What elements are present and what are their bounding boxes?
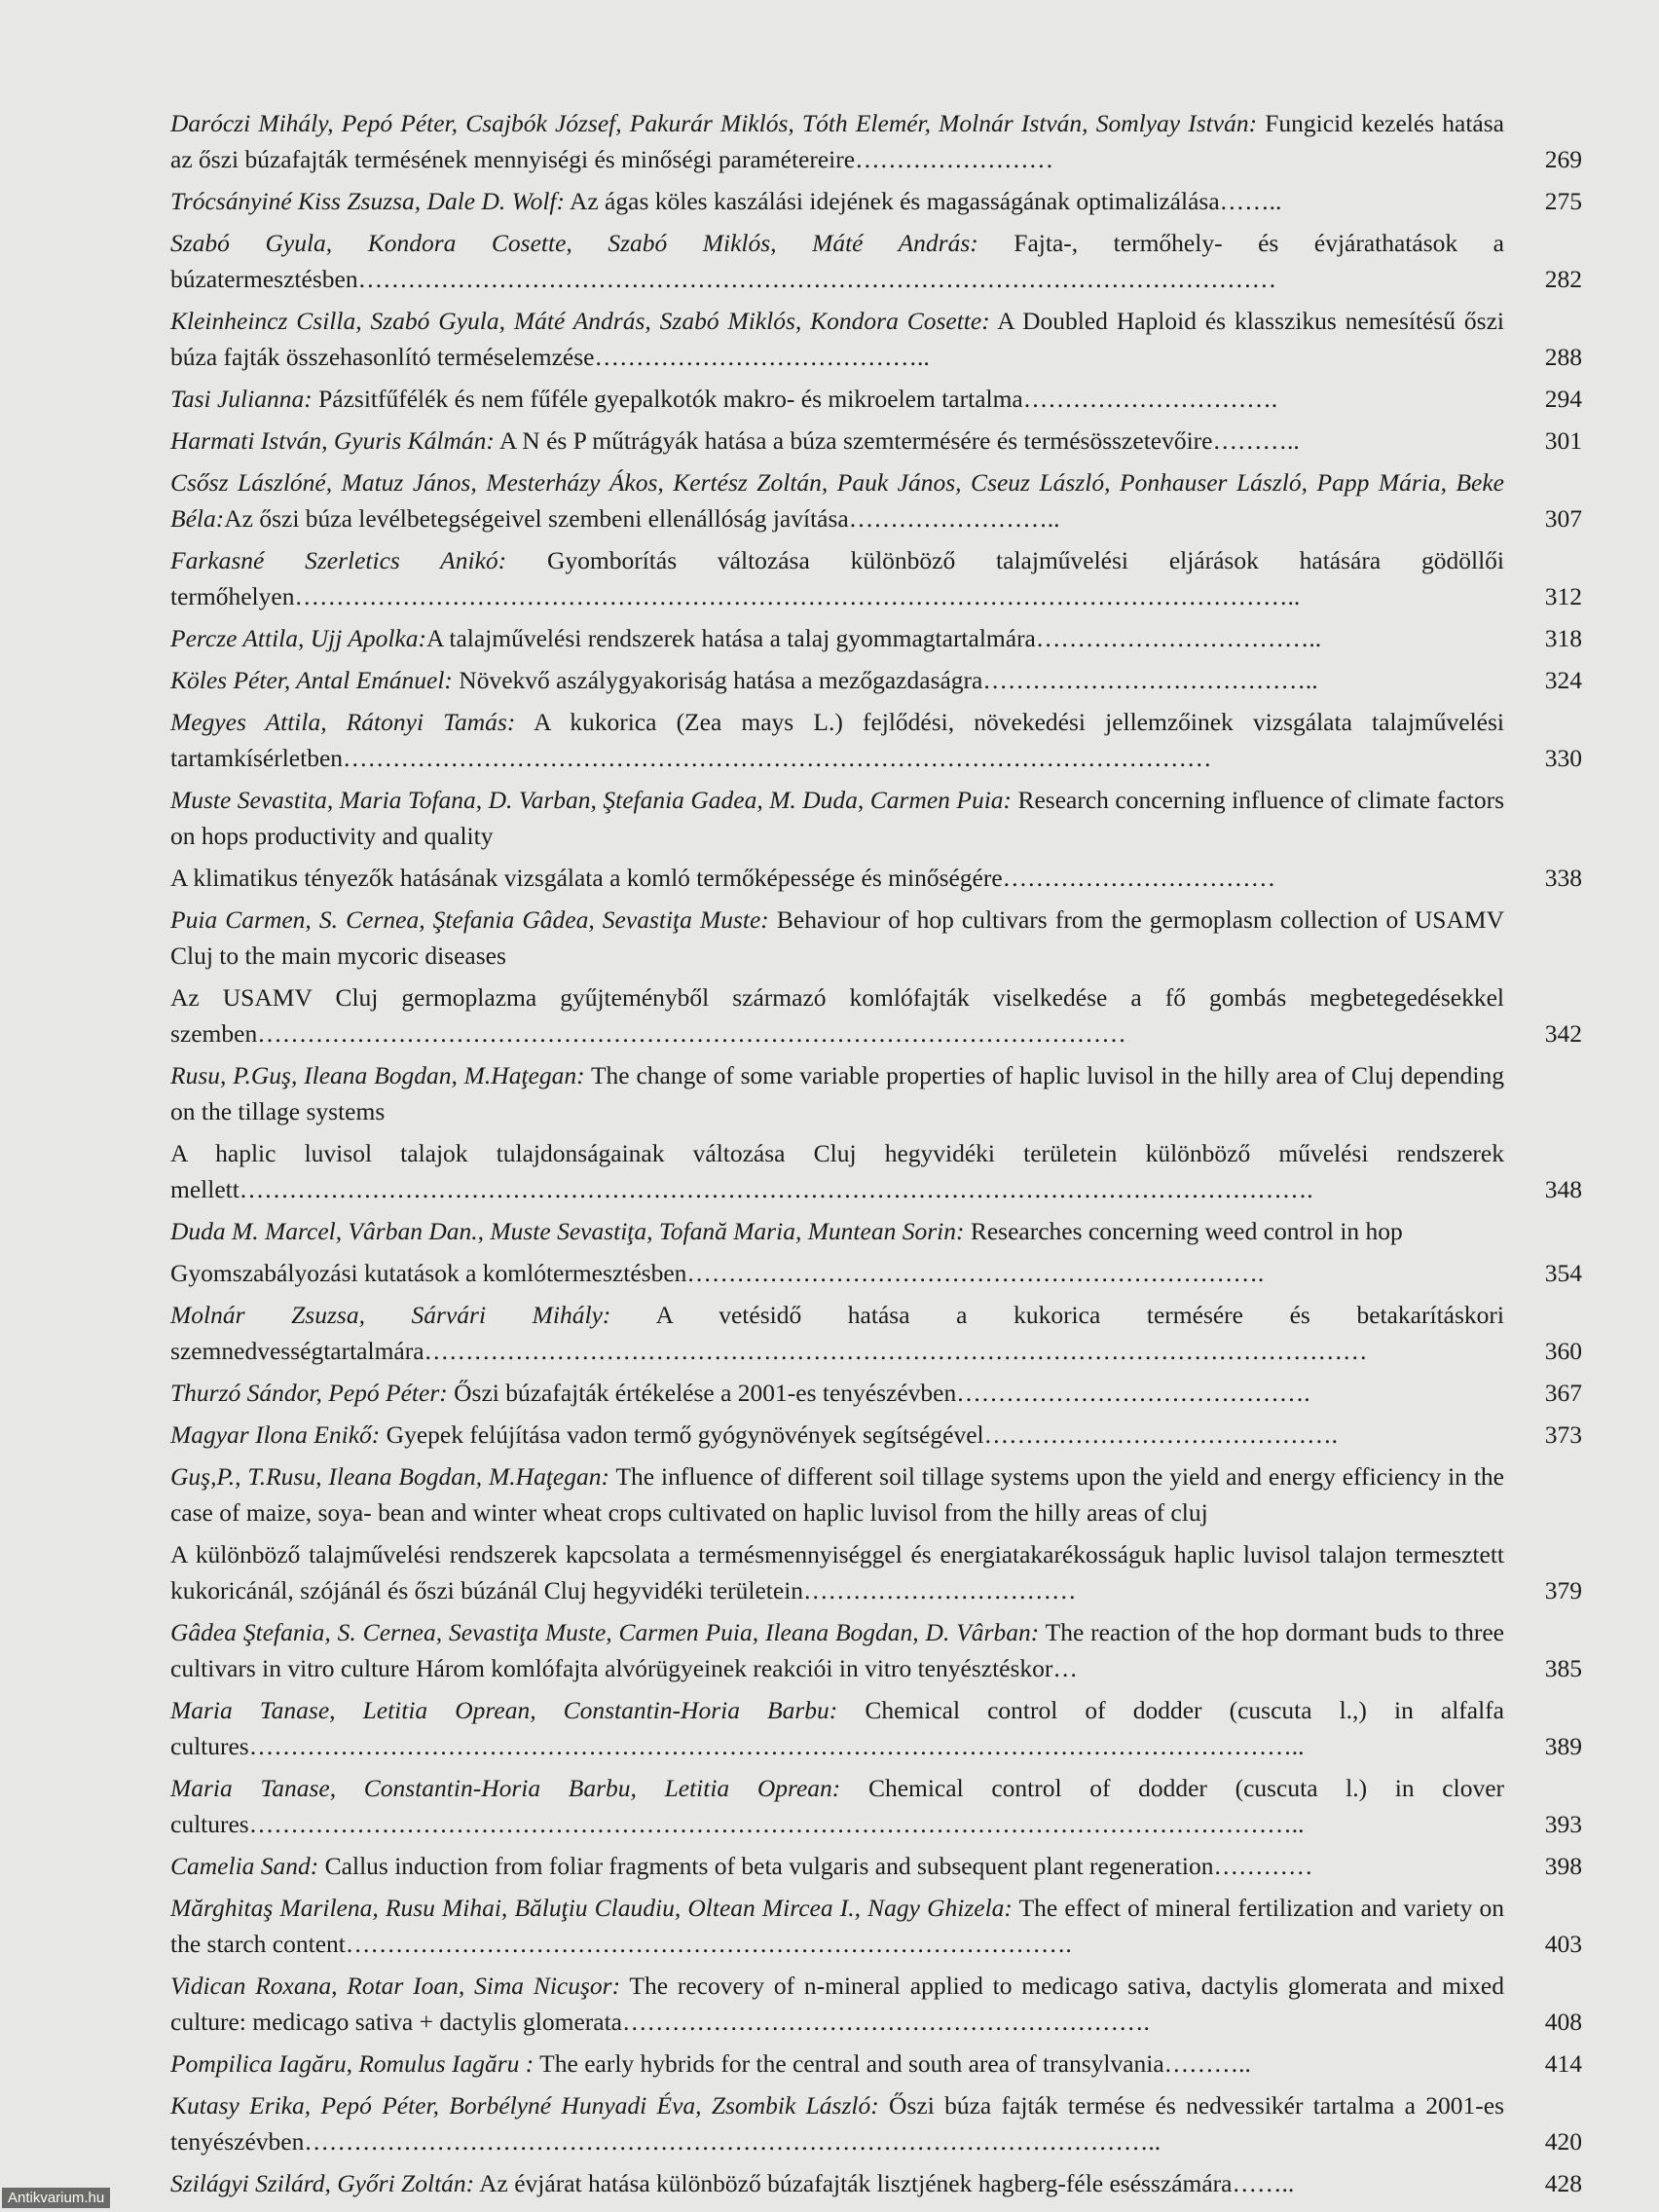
page-number: 324 bbox=[1544, 666, 1582, 694]
entry-title: A Doubled Haploid és klasszikus nemesítésű őszi búza fajták összehasonlító terméselemzése………………………………….. bbox=[170, 307, 1504, 371]
entry-authors: Gâdea Ştefania, S. Cernea, Sevastiţa Muste, Carmen Puia, Ileana Bogdan, D. Vârban: bbox=[170, 1618, 1040, 1646]
entry-text bbox=[170, 1417, 1504, 1453]
toc-entry bbox=[170, 1297, 1582, 1369]
entry-text bbox=[170, 1255, 1504, 1291]
entry-title: The effect of mineral fertilization and variety on the starch content……………………………………………………………………………. bbox=[170, 1894, 1504, 1958]
watermark-logo: Antikvarium.hu bbox=[2, 2188, 110, 2208]
entry-authors: Duda M. Marcel, Vârban Dan., Muste Sevastiţa, Tofană Maria, Muntean Sorin: bbox=[170, 1217, 965, 1245]
entry-title: Fajta-, termőhely- és évjárathatások a búzatermesztésben………………………………………………………………………………………………… bbox=[170, 229, 1504, 293]
page-number: 301 bbox=[1544, 426, 1582, 455]
entry-authors: Szilágyi Szilárd, Győri Zoltán: bbox=[170, 2169, 475, 2197]
toc-entry bbox=[170, 303, 1582, 375]
entry-text bbox=[170, 1848, 1504, 1884]
entry-authors: Thurzó Sándor, Pepó Péter: bbox=[170, 1379, 448, 1407]
entry-authors: Vidican Roxana, Rotar Ioan, Sima Nicuşor: bbox=[170, 1972, 621, 2000]
entry-authors: Guş,P., T.Rusu, Ileana Bogdan, M.Haţegan: bbox=[170, 1462, 609, 1491]
entry-title: A különböző talajművelési rendszerek kapcsolata a termésmennyiséggel és energiatakarékosságuk haplic luvisol talajon termesztett kukoricánál, szójánál és őszi búzánál Cluj hegyvidéki területein…………………………… bbox=[170, 1540, 1504, 1604]
page-number: 269 bbox=[1544, 145, 1582, 173]
toc-entry bbox=[170, 2165, 1582, 2201]
page-number: 330 bbox=[1544, 744, 1582, 772]
toc-entry bbox=[170, 620, 1582, 656]
toc-entry bbox=[170, 860, 1582, 896]
toc-entry bbox=[170, 1536, 1582, 1608]
entry-authors: Tasi Julianna: bbox=[170, 385, 313, 413]
table-of-contents bbox=[170, 105, 1582, 2207]
entry-authors: Maria Tanase, Constantin-Horia Barbu, Letitia Oprean: bbox=[170, 1774, 841, 1802]
page-number: 342 bbox=[1544, 1019, 1582, 1048]
page-number: 428 bbox=[1544, 2169, 1582, 2197]
toc-entry bbox=[170, 1890, 1582, 1962]
entry-text bbox=[170, 1213, 1504, 1249]
page-number: 307 bbox=[1544, 504, 1582, 533]
entry-text bbox=[170, 782, 1504, 854]
page-number: 288 bbox=[1544, 343, 1582, 371]
entry-text bbox=[170, 1375, 1504, 1411]
entry-title: The change of some variable properties of haplic luvisol in the hilly area of Cluj depending on the tillage systems bbox=[170, 1061, 1504, 1125]
page-number: 367 bbox=[1544, 1379, 1582, 1407]
entry-title: Növekvő aszálygyakoriság hatása a mezőgazdaságra………………………………….. bbox=[452, 666, 1318, 694]
toc-entry bbox=[170, 381, 1582, 417]
entry-title: Chemical control of dodder (cuscuta l.,) in alfalfa cultures……………………………………………………………………………………………………………….. bbox=[170, 1696, 1504, 1760]
entry-title: Researches concerning weed control in hop bbox=[964, 1217, 1403, 1245]
toc-entry bbox=[170, 423, 1582, 459]
entry-text bbox=[170, 662, 1504, 698]
entry-authors: Mărghitaş Marilena, Rusu Mihai, Băluţiu Claudiu, Oltean Mircea I., Nagy Ghizela: bbox=[170, 1894, 1013, 1922]
entry-title: The reaction of the hop dormant buds to three cultivars in vitro culture Három komlófajta alvórügyeinek reakciói in vitro tenyésztéskor… bbox=[170, 1618, 1504, 1682]
entry-authors: Farkasné Szerletics Anikó: bbox=[170, 546, 507, 574]
entry-title: Őszi búzafajták értékelése a 2001-es tenyészévben……………………………………. bbox=[447, 1379, 1310, 1407]
entry-authors: Rusu, P.Guş, Ileana Bogdan, M.Haţegan: bbox=[170, 1061, 585, 1089]
entry-title: A kukorica (Zea mays L.) fejlődési, növekedési jellemzőinek vizsgálata talajművelési tartamkísérletben…………………………………………………………………………………………… bbox=[170, 708, 1504, 772]
toc-entry bbox=[170, 183, 1582, 219]
entry-authors: Puia Carmen, S. Cernea, Ştefania Gâdea, Sevastiţa Muste: bbox=[170, 905, 769, 934]
entry-title: Callus induction from foliar fragments of beta vulgaris and subsequent plant regeneration………… bbox=[318, 1852, 1313, 1880]
entry-title: Az ágas köles kaszálási idejének és magasságának optimalizálása…….. bbox=[564, 187, 1282, 215]
entry-text bbox=[170, 381, 1504, 417]
page-number: 398 bbox=[1544, 1852, 1582, 1880]
toc-entry bbox=[170, 704, 1582, 776]
page-number: 408 bbox=[1544, 2008, 1582, 2036]
entry-text bbox=[170, 620, 1504, 656]
toc-entry bbox=[170, 662, 1582, 698]
entry-text bbox=[170, 1770, 1504, 1842]
page-number: 379 bbox=[1544, 1576, 1582, 1604]
toc-entry bbox=[170, 2087, 1582, 2159]
toc-entry bbox=[170, 902, 1582, 974]
page-number: 294 bbox=[1544, 385, 1582, 413]
entry-text bbox=[170, 303, 1504, 375]
entry-title: A N és P műtrágyák hatása a búza szemtermésére és termésösszetevőire……….. bbox=[494, 426, 1300, 455]
page-number: 393 bbox=[1544, 1810, 1582, 1838]
entry-text bbox=[170, 1135, 1504, 1207]
entry-title: Gyepek felújítása vadon termő gyógynövények segítségével……………………………………. bbox=[380, 1420, 1338, 1449]
entry-authors: Csősz Lászlóné, Matuz János, Mesterházy Ákos, Kertész Zoltán, Pauk János, Cseuz László, Ponhauser László, Papp Mária, Beke Béla: bbox=[170, 468, 1504, 533]
entry-authors: Daróczi Mihály, Pepó Péter, Csajbók József, Pakurár Miklós, Tóth Elemér, Molnár István, Somlyay István: bbox=[170, 109, 1258, 137]
entry-text bbox=[170, 105, 1504, 177]
entry-title: Az évjárat hatása különböző búzafajták lisztjének hagberg-féle esésszámára…….. bbox=[474, 2169, 1295, 2197]
page-number: 360 bbox=[1544, 1337, 1582, 1365]
entry-authors: Harmati István, Gyuris Kálmán: bbox=[170, 426, 495, 455]
entry-title: Az őszi búza levélbetegségeivel szembeni ellenállóság javítása…………………….. bbox=[224, 504, 1060, 533]
entry-authors: Maria Tanase, Letitia Oprean, Constantin-Horia Barbu: bbox=[170, 1696, 838, 1724]
entry-authors: Kutasy Erika, Pepó Péter, Borbélyné Hunyadi Éva, Zsombik László: bbox=[170, 2091, 879, 2120]
entry-authors: Magyar Ilona Enikő: bbox=[170, 1420, 381, 1449]
entry-text bbox=[170, 1057, 1504, 1129]
toc-entry bbox=[170, 1692, 1582, 1764]
page-number: 318 bbox=[1544, 624, 1582, 652]
toc-entry bbox=[170, 1417, 1582, 1453]
toc-entry bbox=[170, 979, 1582, 1051]
toc-entry bbox=[170, 542, 1582, 614]
entry-authors: Camelia Sand: bbox=[170, 1852, 319, 1880]
toc-entry bbox=[170, 1848, 1582, 1884]
entry-title: The influence of different soil tillage systems upon the yield and energy efficiency in the case of maize, soya- bean and winter wheat crops cultivated on haplic luvisol from the hilly areas of cluj bbox=[170, 1462, 1504, 1527]
page-number: 385 bbox=[1544, 1654, 1582, 1682]
toc-entry bbox=[170, 1057, 1582, 1129]
entry-text bbox=[170, 1614, 1504, 1686]
entry-text bbox=[170, 2046, 1504, 2082]
entry-text bbox=[170, 2165, 1504, 2201]
toc-entry bbox=[170, 464, 1582, 536]
toc-entry bbox=[170, 1213, 1582, 1249]
page-number: 420 bbox=[1544, 2127, 1582, 2156]
entry-text bbox=[170, 183, 1504, 219]
entry-title: Fungicid kezelés hatása az őszi búzafajták termésének mennyiségi és minőségi paramétereire…………………… bbox=[170, 109, 1504, 173]
toc-entry bbox=[170, 1770, 1582, 1842]
entry-title: Gyomszabályozási kutatások a komlótermesztésben……………………………………………………………. bbox=[170, 1259, 1265, 1287]
entry-title: The early hybrids for the central and south area of transylvania……….. bbox=[534, 2049, 1251, 2078]
entry-authors: Köles Péter, Antal Emánuel: bbox=[170, 666, 453, 694]
page-number: 282 bbox=[1544, 265, 1582, 293]
page-number: 403 bbox=[1544, 1930, 1582, 1958]
page-number: 389 bbox=[1544, 1732, 1582, 1760]
entry-authors: Megyes Attila, Rátonyi Tamás: bbox=[170, 708, 516, 736]
entry-title: Behaviour of hop cultivars from the germoplasm collection of USAMV Cluj to the main mycoric diseases bbox=[170, 905, 1504, 970]
page-number: 275 bbox=[1544, 187, 1582, 215]
entry-text bbox=[170, 1297, 1504, 1369]
page-number: 312 bbox=[1544, 582, 1582, 610]
entry-authors: Muste Sevastita, Maria Tofana, D. Varban, Ştefania Gadea, M. Duda, Carmen Puia: bbox=[170, 786, 1013, 814]
entry-text bbox=[170, 225, 1504, 297]
entry-title: A haplic luvisol talajok tulajdonságainak változása Cluj hegyvidéki területein különböző művelési rendszerek mellett…………………………………………………………………………………………………………………. bbox=[170, 1139, 1504, 1203]
entry-text bbox=[170, 1890, 1504, 1962]
page-number: 373 bbox=[1544, 1420, 1582, 1449]
toc-entry bbox=[170, 1458, 1582, 1530]
entry-text bbox=[170, 704, 1504, 776]
toc-entry bbox=[170, 1255, 1582, 1291]
toc-entry bbox=[170, 1614, 1582, 1686]
entry-authors: Kleinheincz Csilla, Szabó Gyula, Máté András, Szabó Miklós, Kondora Cosette: bbox=[170, 307, 990, 335]
entry-text bbox=[170, 464, 1504, 536]
toc-entry bbox=[170, 225, 1582, 297]
entry-text bbox=[170, 860, 1504, 896]
entry-text bbox=[170, 542, 1504, 614]
entry-text bbox=[170, 1968, 1504, 2040]
entry-title: Őszi búza fajták termése és nedvessikér tartalma a 2001-es tenyészévben………………………………………………………………………………………….. bbox=[170, 2091, 1505, 2156]
toc-entry bbox=[170, 1135, 1582, 1207]
entry-text bbox=[170, 1536, 1504, 1608]
entry-title: A klimatikus tényezők hatásának vizsgálata a komló termőképessége és minőségére…………………………… bbox=[170, 864, 1276, 892]
entry-authors: Molnár Zsuzsa, Sárvári Mihály: bbox=[170, 1301, 611, 1329]
toc-entry bbox=[170, 2046, 1582, 2082]
page-number: 414 bbox=[1544, 2049, 1582, 2078]
toc-entry bbox=[170, 105, 1582, 177]
entry-title: A vetésidő hatása a kukorica termésére és betakarításkori szemnedvességtartalmára…………………………………………………………………………………………………… bbox=[170, 1301, 1504, 1365]
entry-title: Pázsitfűfélék és nem fűféle gyepalkotók makro- és mikroelem tartalma…………………………. bbox=[312, 385, 1278, 413]
entry-text bbox=[170, 423, 1504, 459]
entry-text bbox=[170, 2087, 1504, 2159]
entry-text bbox=[170, 1458, 1504, 1530]
entry-title: The recovery of n-mineral applied to medicago sativa, dactylis glomerata and mixed culture: medicago sativa + dactylis glomerata………………………………………………………. bbox=[170, 1972, 1504, 2036]
toc-entry bbox=[170, 1968, 1582, 2040]
toc-entry bbox=[170, 1375, 1582, 1411]
entry-title: Chemical control of dodder (cuscuta l.) in clover cultures……………………………………………………………………………………………………………….. bbox=[170, 1774, 1505, 1838]
entry-authors: Percze Attila, Ujj Apolka: bbox=[170, 624, 426, 652]
entry-authors: Trócsányiné Kiss Zsuzsa, Dale D. Wolf: bbox=[170, 187, 565, 215]
entry-title: Research concerning influence of climate factors on hops productivity and quality bbox=[170, 786, 1504, 850]
page-number: 348 bbox=[1544, 1175, 1582, 1203]
page-number: 354 bbox=[1544, 1259, 1582, 1287]
toc-entry bbox=[170, 782, 1582, 854]
entry-text bbox=[170, 1692, 1504, 1764]
entry-title: Az USAMV Cluj germoplazma gyűjteményből származó komlófajták viselkedése a fő gombás megbetegedésekkel szemben…………………………………………………………………………………………… bbox=[170, 983, 1504, 1048]
entry-authors: Szabó Gyula, Kondora Cosette, Szabó Miklós, Máté András: bbox=[170, 229, 978, 257]
entry-title: Gyomborítás változása különböző talajművelési eljárások hatására gödöllői termőhelyen………………………………………………………………………………………………………….. bbox=[170, 546, 1504, 610]
entry-text bbox=[170, 979, 1504, 1051]
page-number: 338 bbox=[1544, 864, 1582, 892]
entry-authors: Pompilica Iagăru, Romulus Iagăru : bbox=[170, 2049, 535, 2078]
entry-text bbox=[170, 902, 1504, 974]
entry-title: A talajművelési rendszerek hatása a talaj gyommagtartalmára…………………………….. bbox=[425, 624, 1322, 652]
